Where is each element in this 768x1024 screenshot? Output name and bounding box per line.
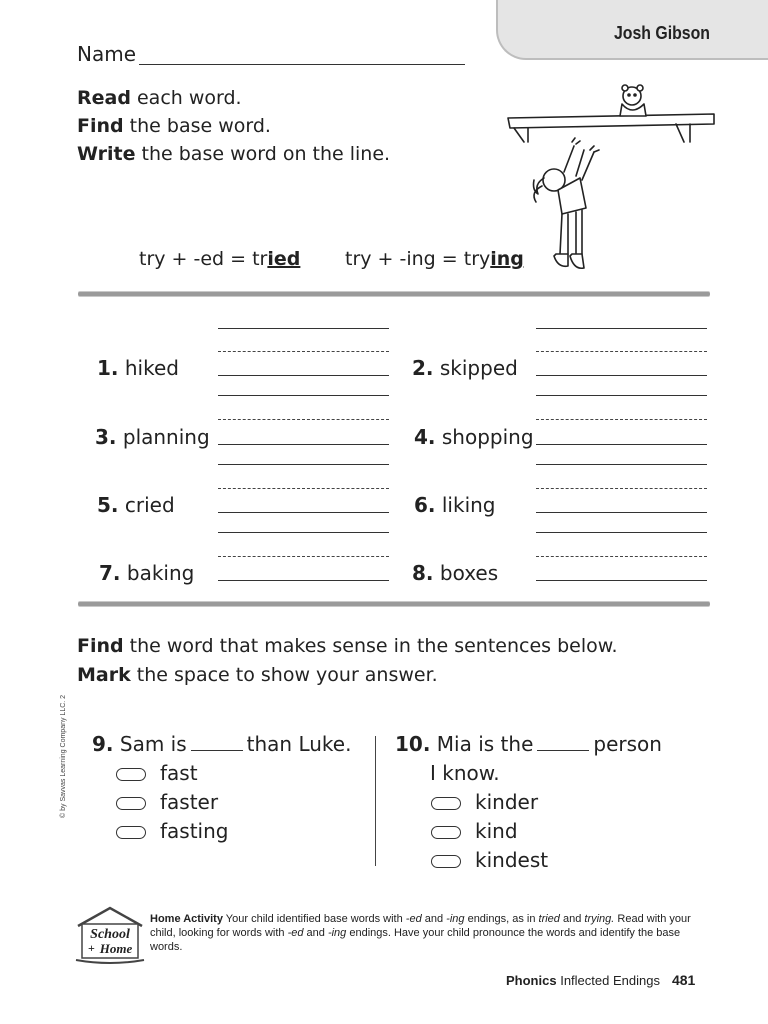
school-home-logo (74, 904, 146, 966)
answer-bubble[interactable] (431, 797, 461, 810)
choice-9c[interactable]: fasting (116, 817, 229, 846)
word-item-3: 3. planning (95, 425, 210, 449)
choice-10c[interactable]: kindest (431, 846, 548, 875)
page-number: 481 (671, 972, 696, 988)
instruction-find-sentence: Find the word that makes sense in the sentences below. (77, 635, 618, 657)
word-item-5: 5. cried (97, 493, 175, 517)
answer-blank-10 (537, 750, 589, 751)
writing-lines-1[interactable] (218, 328, 389, 396)
answer-bubble[interactable] (116, 826, 146, 839)
home-activity-text: Home Activity Your child identified base words with -ed and -ing endings, as in tried and trying. Read with your child, looking for words with -ed and -ing endings. Have your child pronounce the words and identify the base words. (150, 913, 691, 953)
word-item-4: 4. shopping (414, 425, 534, 449)
choice-9a[interactable]: fast (116, 759, 198, 788)
writing-lines-6[interactable] (536, 465, 707, 533)
question-9: 9. Sam is than Luke. (92, 732, 352, 756)
section-divider-top (78, 292, 710, 296)
writing-lines-3[interactable] (218, 397, 389, 465)
logo-plus: + (88, 941, 95, 955)
writing-lines-8[interactable] (536, 533, 707, 601)
question-10: 10. Mia is the person (395, 732, 662, 756)
copyright-notice: © by Savvas Learning Company LLC. 2 (60, 694, 67, 818)
example-ing: try + -ing = trying (345, 248, 524, 270)
answer-blank-9 (191, 750, 243, 751)
logo-line2: Home (99, 941, 133, 956)
student-name: Josh Gibson (614, 23, 710, 43)
answer-bubble[interactable] (116, 797, 146, 810)
answer-bubble[interactable] (431, 826, 461, 839)
instruction-write: Write the base word on the line. (77, 143, 391, 165)
word-item-6: 6. liking (414, 493, 496, 517)
writing-lines-7[interactable] (218, 533, 389, 601)
logo-line1: School (90, 927, 130, 942)
choice-10b[interactable]: kind (431, 817, 518, 846)
writing-lines-4[interactable] (536, 397, 707, 465)
word-item-2: 2. skipped (412, 356, 518, 380)
writing-lines-5[interactable] (218, 465, 389, 533)
instruction-mark: Mark the space to show your answer. (77, 664, 438, 686)
example-ed: try + -ed = tried (139, 248, 301, 270)
page-footer: Phonics Inflected Endings 481 (506, 972, 696, 988)
word-item-7: 7. baking (99, 561, 195, 585)
question-divider (375, 736, 376, 866)
word-item-1: 1. hiked (97, 356, 179, 380)
answer-bubble[interactable] (431, 855, 461, 868)
choice-10a[interactable]: kinder (431, 788, 538, 817)
name-label: Name (77, 42, 137, 66)
choice-9b[interactable]: faster (116, 788, 218, 817)
instruction-find: Find the base word. (77, 115, 271, 137)
name-line[interactable] (139, 64, 465, 65)
instruction-read: Read each word. (77, 87, 242, 109)
answer-bubble[interactable] (116, 768, 146, 781)
writing-lines-2[interactable] (536, 328, 707, 396)
question-10-line2: I know. (430, 761, 500, 785)
section-divider-bottom (78, 602, 710, 606)
word-item-8: 8. boxes (412, 561, 499, 585)
girl-reaching-shelf-illustration (504, 80, 720, 280)
